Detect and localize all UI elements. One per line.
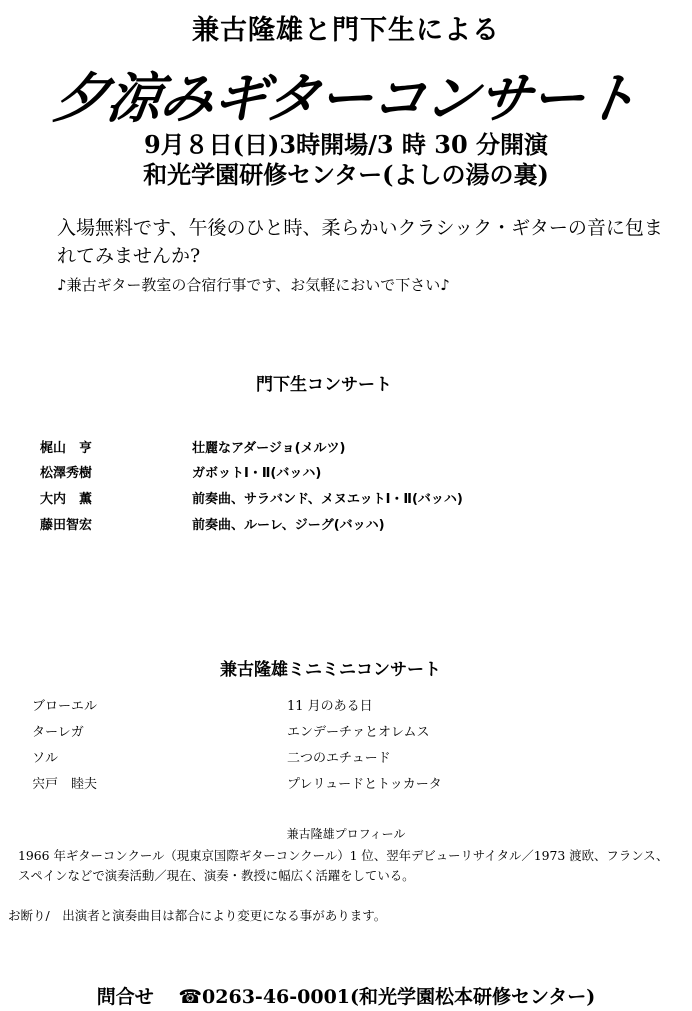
intro-text: 入場無料です、午後のひと時、柔らかいクラシック・ギターの音に包まれてみませんか? [57, 217, 663, 267]
profile-title: 兼古隆雄プロフィール [286, 827, 406, 841]
contact-label: 問合せ [96, 986, 154, 1008]
phone-icon: ☎ [178, 986, 203, 1008]
performer-name: 松澤秀樹 [40, 466, 93, 481]
piece-title: 11 月のある日 [287, 699, 373, 714]
program-title: 壮麗なアダージョ(メルツ) [192, 441, 346, 456]
concert-title: 夕涼みギターコンサート [49, 67, 642, 130]
contact-phone: 0263-46-0001(和光学園松本研修センター) [202, 986, 596, 1008]
program-title: 前奏曲、サラバンド、メヌエットⅠ・Ⅱ(バッハ) [192, 492, 463, 507]
piece-title: エンデーチァとオレムス [287, 725, 430, 740]
students-concert-title: 門下生コンサート [256, 375, 392, 395]
composer-name: ターレガ [32, 725, 84, 740]
performer-name: 藤田智宏 [40, 518, 93, 533]
performer-name: 大内 薫 [40, 492, 93, 507]
profile-text: 1966 年ギターコンクール（現東京国際ギターコンクール）1 位、翌年デビューリサイタル／1973 渡欧、フランス、スペインなどで演奏活動／現在、演奏・教授に幅広く活躍をしている。 [18, 848, 669, 883]
intro-note: ♪兼古ギター教室の合宿行事です、お気軽においで下さい♪ [57, 276, 450, 294]
venue-line: 和光学園研修センター(よしの湯の裏) [143, 160, 549, 189]
piece-title: プレリュードとトッカータ [287, 777, 442, 792]
program-title: 前奏曲、ルーレ、ジーグ(バッハ) [192, 518, 385, 533]
disclaimer-text: お断り/ 出演者と演奏曲目は都合により変更になる事があります。 [8, 908, 387, 923]
piece-title: 二つのエチュード [287, 751, 391, 766]
mini-concert-title: 兼古隆雄ミニミニコンサート [220, 660, 441, 680]
date-time-line: 9月８日(日)3時開場/3 時 30 分開演 [143, 130, 549, 159]
composer-name: 宍戸 睦夫 [32, 777, 98, 792]
composer-name: ソル [32, 751, 59, 766]
performer-name: 梶山 亨 [40, 441, 93, 456]
composer-name: ブローエル [32, 699, 98, 714]
program-title: ガボットⅠ・Ⅱ(バッハ) [192, 466, 322, 481]
organizer-line: 兼古隆雄と門下生による [192, 15, 500, 46]
contact-line [0, 982, 692, 1009]
